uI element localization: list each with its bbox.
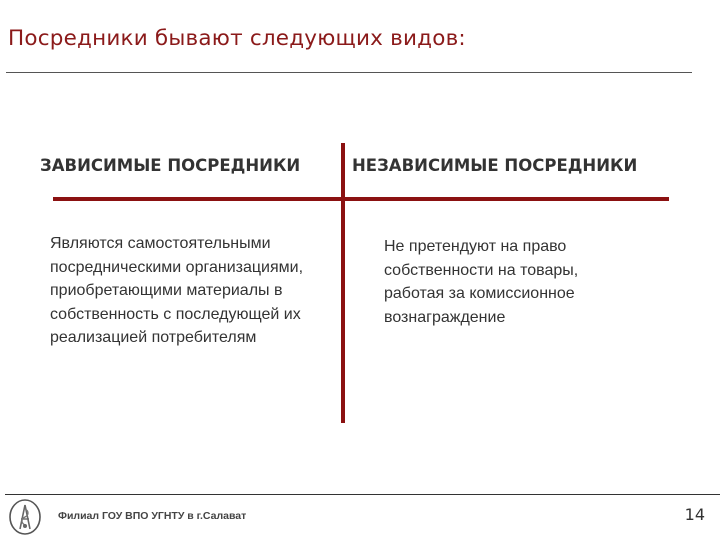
horizontal-divider-right (343, 197, 669, 201)
independent-intermediaries-heading: НЕЗАВИСИМЫЕ ПОСРЕДНИКИ (352, 156, 638, 175)
title-divider (6, 72, 692, 73)
ugntu-emblem-icon (4, 497, 46, 537)
footer-divider (5, 494, 720, 495)
organization-name: Филиал ГОУ ВПО УГНТУ в г.Салават (58, 510, 247, 522)
slide-title: Посредники бывают следующих видов: (8, 26, 466, 51)
independent-intermediaries-description: Не претендуют на право собственности на товары, работая за комиссионное вознаграждение (384, 238, 579, 326)
dependent-intermediaries-description: Являются самостоятельными посредническими организациями, приобретающими материалы в собственность с последующей их реализацией потребителям (50, 235, 304, 346)
dependent-intermediaries-heading: ЗАВИСИМЫЕ ПОСРЕДНИКИ (40, 156, 301, 175)
horizontal-divider-left (53, 197, 343, 201)
vertical-divider (341, 143, 345, 423)
page-number: 14 (684, 505, 705, 524)
